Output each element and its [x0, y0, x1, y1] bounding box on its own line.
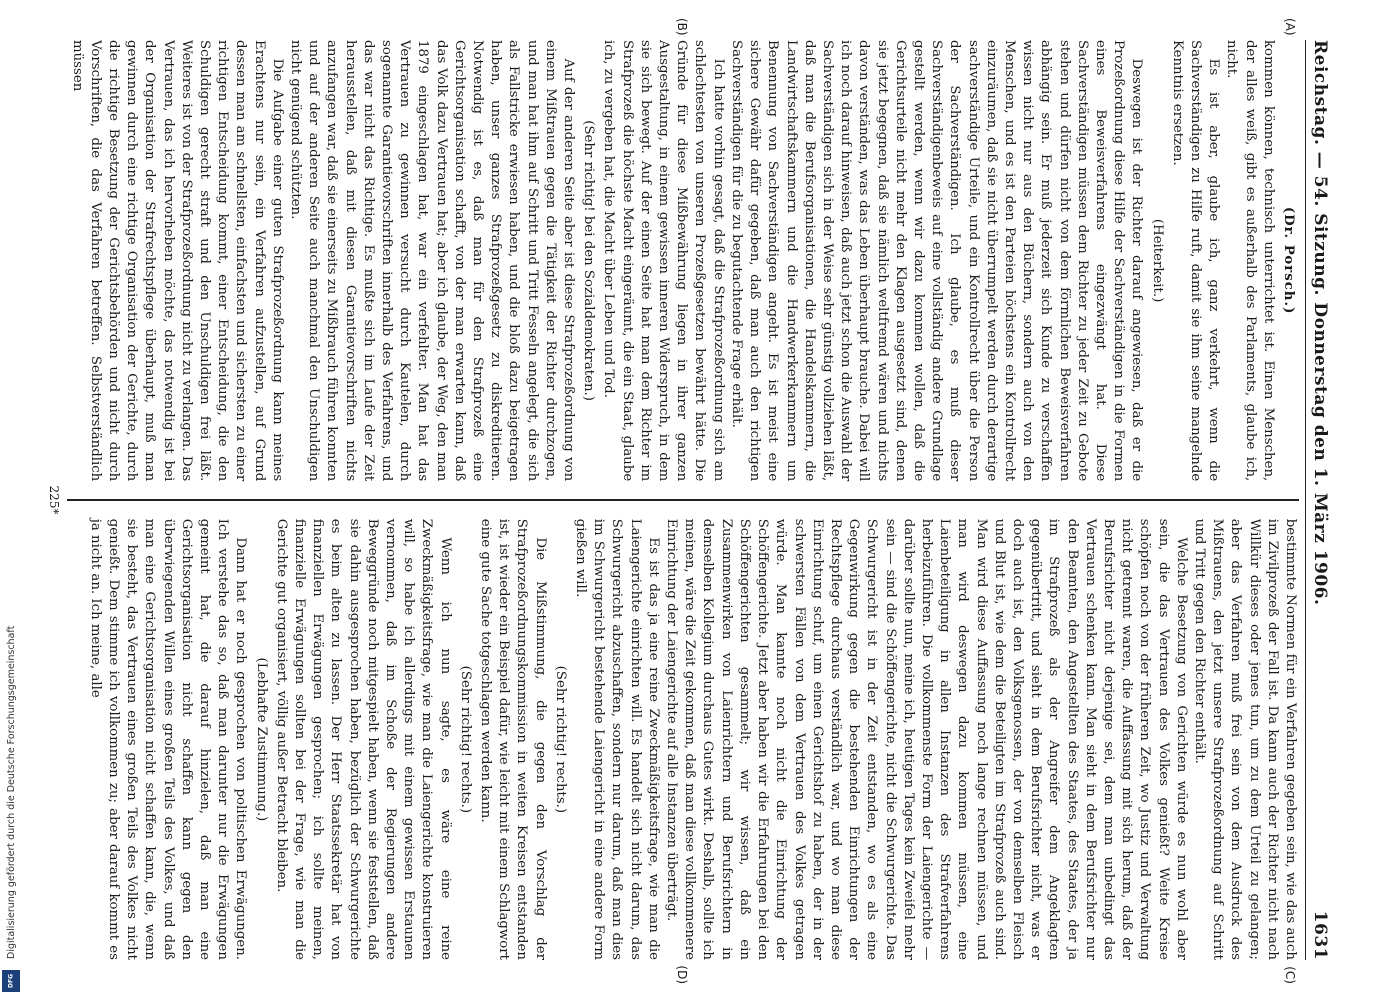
interjection: (Heiterkeit.): [1149, 218, 1165, 303]
paragraph: Die Aufgabe einer guten Strafprozeßordnung kann meines Erachtens nur sein, ein Verfahren aufzustellen, auf Grund dessen man am schnellsten, einfachsten und sichersten zu einer richtigen Entscheidung kommt, einer Entscheidung, die den Schuldigen gerecht straft und den Unschuldigen frei läßt. Weiteres ist von der Strafprozeßordnung nicht zu verlangen. Das Vertrauen, das ich hervorheben möchte, das notwendig ist bei der Organisation der Strafrechtspflege überhaupt, muß man gewinnen durch eine richtige Organisation der Gerichte, durch die richtige Besetzung der Gerichtsbehörden und nicht durch Vorschriften, die das Verfahren betreffen. Selbstverständlich müssen: [69, 40, 285, 482]
paragraph: Deswegen ist der Richter darauf angewiesen, daß er die Prozeßordnung diese Hilfe der Sachverständigen in die Formen eines Beweisverfahrens eingezwängt hat. Diese Sachverständigen müssen dem Richter zu jeder Zeit zu Gebote stehen und dürfen nicht von dem förmlichen Beweisverfahren abhängig sein. Er muß jederzeit sich Kunde zu verschaffen wissen nicht nur aus den Büchern, sondern auch von den Menschen, und es ist den Parteien höchstens ein Kontrollrecht einzuräumen, daß sie nicht überrumpelt werden durch derartige sachverständige Urteile, und ein Kontrollrecht über die Person der Sachverständigen. Ich glaube, es muß dieser Sachverständigenbeweis auf eine vollständig andere Grundlage gestellt werden, wenn wir dazu kommen wollen, daß die Gerichtsurteile nicht mehr den Klagen ausgesetzt sind, denen sie jetzt begegnen, daß sie nämlich weltfremd wären und nichts davon verständen, was das Leben überhaupt brauche. Dabei will ich noch darauf hinweisen, daß auch jetzt schon die Auswahl der Sachverständigen sich in der Weise sehr günstig vollziehen läßt, daß man die Berufsorganisationen, die Handelskammern, die Landwirtschaftskammern und die Handwerkerkammern um Benennung von Sachverständigen angeht. Es ist meist eine sichere Gewähr dafür gegeben, daß man auch den richtigen Sachverständigen für die zu begutachtende Frage erhält.: [728, 40, 1145, 482]
paragraph: Ich hatte vorhin gesagt, daß die Strafprozeßordnung sich am schlechtesten von unseren Prozeßgesetzen bewährt hätte. Die Gründe für diese Mißbewährung liegen in ihrer ganzen Ausgestaltung, in einem gewissen inneren Widerspruch, in dem sie sich bewegt. Auf der einen Seite hat man dem Richter im Strafprozeß die höchste Macht eingeräumt, die ein Staat, glaube ich, zu vergeben hat, die Macht über Leben und Tod.: [601, 40, 726, 482]
margin-marker-a: (A): [1283, 18, 1297, 36]
margin-marker-b: (B): [675, 18, 689, 36]
paragraph: Welche Besetzung von Gerichten würde es nun wohl aber sein, die das Vertrauen des Volkes genießt? Weite Kreise schöpfen noch von der früheren Zeit, wo Justiz und Verwaltung nicht getrennt waren, die Auffassung mit sich herum, daß der Berufsrichter nicht derjenige sei, dem man unbedingt das Vertrauen schenken kann. Man sieht in dem Berufsrichter nur den Beamten, den Angestellten des Staates, des Staates, der ja im Strafprozeß als der Angreifer dem Angeklagten gegenübertritt, und sieht in dem Berufsrichter nicht, was er doch auch ist, den Volksgenossen, der von demselben Fleisch und Blut ist, wie dem die Beteiligten im Strafprozeß auch sind. Man wird diese Auffassung noch lange rechnen müssen, und man wird deswegen dazu kommen müssen, eine Laienbeteiligung in allen Instanzen des Strafverfahrens herbeizuführen. Die vollkommenste Form der Laiengerichte — darüber sollte nun, meine ich, heutigen Tages kein Zweifel mehr sein — sind die Schöffengerichte, nicht die Schwurgerichte. Das Schwurgericht ist in der Zeit entstanden, wo es als eine Gegenwirkung gegen die bestehenden Einrichtungen der Rechtspflege durchaus verständlich war, und wo man diese Einrichtung schuf, um einen Gerichtshof zu haben, der in der schwersten Fällen von dem Vertrauen des Volkes getragen würde. Man kannte noch nicht die Einrichtung der Schöffengerichte. Jetzt aber haben wir die Erfahrungen bei den Schöffengerichten gesammelt; wir wissen, daß ein Zusammenwirken von Laienrichtern und Berufsrichtern in demselben Kollegium durchaus Gutes wirkt. Deshalb, sollte ich meinen, wäre die Zeit gekommen, daß man diese vollkommenere Einrichtung der Laiengerichte auf alle Instanzen überträgt.: [664, 518, 1189, 960]
interjection: (Sehr richtig! rechts.): [457, 665, 473, 814]
page-header: [1305, 40, 1330, 960]
paragraph: Dann hat er noch gesprochen von politischen Erwägungen. Ich verstehe das so, daß man darunter nur die Erwägungen gemeint hat, die darauf hinzielen, daß man eine Gerichtsorganisation nicht schaffen kann gegen den überwiegenden Willen eines großen Teils des Volkes, und daß man eine Gerichtsorganisation nicht schaffen kann, die, wenn sie besteht, das Vertrauen eines großen Teils des Volkes nicht genießt. Dem stimme ich vollkommen zu; aber darauf kommt es ja nicht an. Ich meine, alle: [87, 518, 249, 960]
header-title: Reichstag. — 54. Sitzung. Donnerstag den 1. März 1906.: [1310, 40, 1330, 606]
digitization-credit: [6, 0, 20, 1000]
margin-marker-c: (C): [1283, 966, 1297, 984]
column-divider: [67, 499, 1299, 501]
interjection: (Sehr richtig! bei den Sozialdemokraten.): [581, 120, 597, 401]
speaker-name: (Dr. Porsch.): [1281, 206, 1296, 315]
left-column: [67, 40, 1299, 481]
paragraph: Es ist aber, glaube ich, ganz verkehrt, wenn die Sachverständigen zu Hilfe ruft, damit sie ihm seine mangelnde Kenntnis ersetzen.: [1169, 40, 1222, 482]
paragraph: bestimmte Normen für ein Verfahren gegeben sein, wie das auch im Zivilprozeß der Fall ist. Da kann auch der Richter nicht nach Willkür dieses oder jenes tun, um zu dem Urteil zu gelangen; aber das Verfahren muß frei sein von dem Ausdruck des Mißtrauens, den jetzt unsere Strafprozeßordnung auf Schritt und Tritt gegen den Richter enthält.: [1191, 518, 1298, 960]
interjection: (Sehr richtig! rechts.): [552, 665, 568, 814]
paragraph: kommen können, technisch unterrichtet ist. Einen Menschen, der alles weiß, gibt es außerhalb des Parlaments, glaube ich, nicht.: [1224, 40, 1276, 482]
paragraph: Die Mißstimmung, die gegen den Vorschlag der Strafprozeßordnungskommission in weiten Kreisen entstanden ist, ist wieder ein Beispiel dafür, wie leicht mit einem Schlagwort eine gute Sache totgeschlagen werden kann.: [478, 518, 548, 960]
paragraph: Es ist das ja eine reine Zweckmäßigkeitsfrage, wie man die Laiengerichte einrichten will. Es handelt sich nicht darum, das Schwurgericht abzuschaffen, sondern nur darum, daß man dies im Schwurgericht bestehende Laiengericht in eine andere Form gießen will.: [573, 518, 661, 960]
paragraph: Wenn ich nun sagte, es wäre eine reine Zweckmäßigkeitsfrage, wie man die Laiengerichte konstruieren will, so habe ich allerdings mit einem gewissen Erstaunen vernommen, daß im Schoße der Regierungen andere Beweggründe noch mitgespielt haben, wenn sie feststellen, daß sie dahin ausgesprochen haben, bezüglich der Schwurgerichte es beim alten zu lassen. Der Herr Staatssekretär hat von finanziellen Erwägungen gesprochen; ich sollte meinen, finanzielle Erwägungen sollten bei der Frage, wie man die Gerichte gut organisiert, völlig außer Betracht bleiben.: [273, 518, 453, 960]
signature-mark: 225*: [47, 485, 62, 515]
credit-text: Digitalisierung gefördert durch die Deutsche Forschungsgemeinschaft: [6, 625, 17, 959]
text-columns: [67, 18, 1299, 984]
interjection: (Lebhafte Zustimmung.): [253, 657, 269, 822]
paragraph: Auf der anderen Seite aber ist diese Strafprozeßordnung von einem Mißtrauen gegen die Tätigkeit der Richter durchzogen, und man hat ihm auf Schritt und Tritt Fesseln angelegt, die sich als Fallstricke erwiesen haben, und die bloß dazu beigetragen haben, unser ganzes Strafprozeßgesetz zu diskreditieren. Notwendig ist es, daß man für den Strafprozeß eine Gerichtsorganisation schafft, von der man erwarten kann, daß das Volk dazu Vertrauen hat; aber ich glaube, der Weg, den man 1879 eingeschlagen hat, war ein verfehlter. Man hat das Vertrauen zu gewinnen versucht durch Kautelen, durch sogenannte Garantievorschriften innerhalb des Verfahrens, und das war nicht das Richtige. Es mußte sich im Laufe der Zeit herausstellen, daß mit diesen Garantievorschriften nichts anzufangen war, daß sie einerseits zu Mißbrauch führen konnten und auf der anderen Seite auch manchmal den Unschuldigen nicht genügend schützten.: [288, 40, 577, 482]
margin-marker-d: (D): [675, 965, 689, 984]
dfg-logo-icon: DFG: [2, 970, 20, 992]
page-number: 1631: [1310, 910, 1330, 960]
right-column: [67, 519, 1299, 960]
